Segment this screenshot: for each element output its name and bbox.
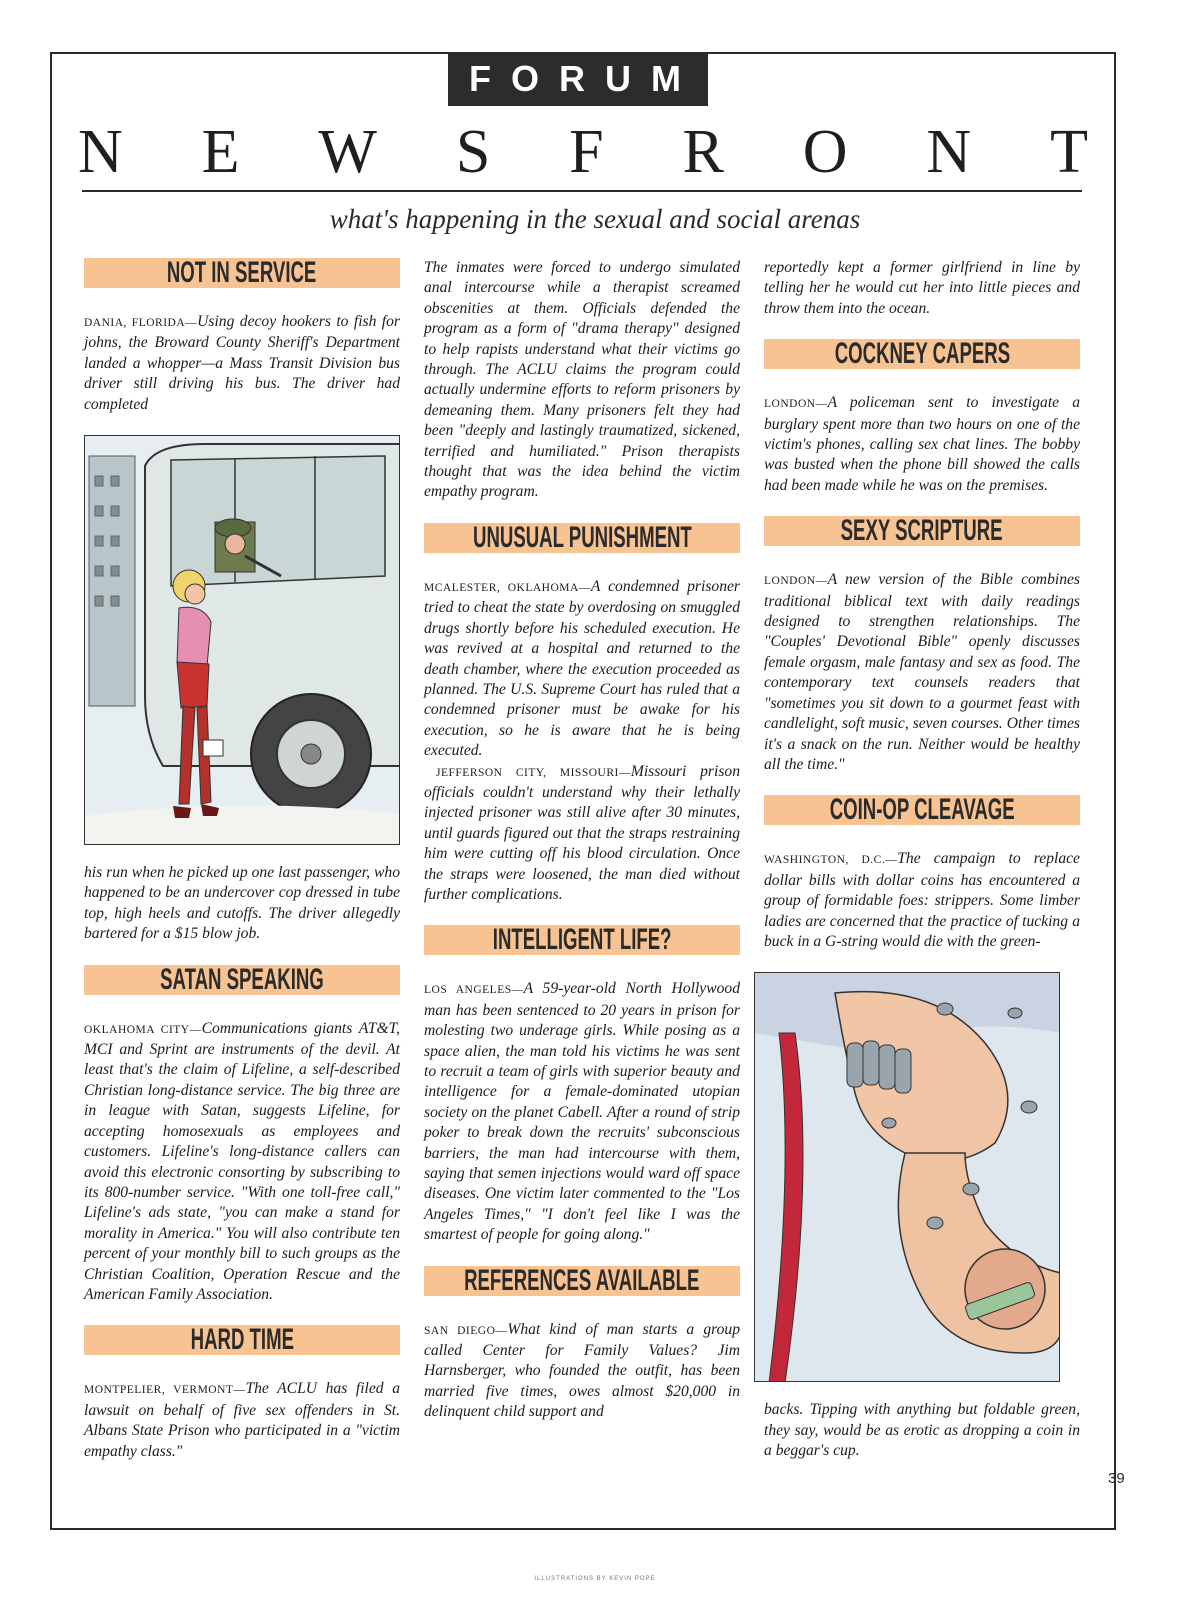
masthead-letter: N <box>78 117 123 186</box>
dateline: WASHINGTON, D.C.— <box>764 854 898 867</box>
dateline: SAN DIEGO— <box>424 1324 508 1337</box>
article-paragraph: OKLAHOMA CITY—Communications giants AT&T, MCI and Sprint are instruments of the devil. At least that's the claim of Lifeline, a self-described Christian long-distance service. The big three are in league with Satan, suggests Lifeline, for accepting homosexuals as employees and customers. Lifeline's long-distance callers can avoid this electronic consorting by subscribing to its 800-number service. "With one toll-free call," Lifeline's ads state, "you can make a stand for morality in America." You will also contribute ten percent of your monthly bill to such groups as the Christian Coalition, Operation Rescue and the American Family Association. <box>84 1019 400 1303</box>
masthead-rule <box>82 190 1082 192</box>
article-paragraph: WASHINGTON, D.C.—The campaign to replace dollar bills with dollar coins has encountered a group of formidable foes: strippers. Some limber ladies are concerned that the practice of tucking a buck in a G-string would die with the green- <box>764 850 1080 950</box>
article-paragraph: MONTPELIER, VERMONT—The ACLU has filed a lawsuit on behalf of five sex offenders in St. Albans State Prison who participated in a "victim empathy class." <box>84 1380 400 1460</box>
masthead-letter: S <box>455 117 491 186</box>
page-number: 39 <box>1108 1470 1125 1487</box>
article-paragraph: LOS ANGELES—A 59-year-old North Hollywood man has been sentenced to 20 years in prison for molesting two underage girls. While posing as a space alien, the man told his victims he was sent to recruit a team of girls with superior beauty and intelligence for a female-dominated utopian society on the planet Cabell. After a round of strip poker to break down the recruits' subconscious barriers, the man had intercourse with them, saying that semen injections would ward off space diseases. One victim later commented to the "Los Angeles Times," "I don't feel like I was the smartest of people for going along." <box>424 980 740 1244</box>
heading-band <box>84 1325 400 1355</box>
coin-illustration <box>754 972 1060 1382</box>
heading-band <box>84 258 400 288</box>
article-paragraph: DANIA, FLORIDA—Using decoy hookers to fish for johns, the Broward County Sheriff's Department landed a whopper—a Mass Transit Division bus driver still driving his bus. The driver had completed <box>84 313 400 413</box>
heading-cockney-capers: COCKNEY CAPERS <box>834 339 1010 370</box>
dateline: MONTPELIER, VERMONT— <box>84 1384 246 1397</box>
masthead-letter: F <box>569 117 604 186</box>
section-label: FORUM <box>448 52 708 106</box>
heading-band <box>764 516 1080 546</box>
article-paragraph: MCALESTER, OKLAHOMA—A condemned prisoner tried to cheat the state by overdosing on smuggled drugs shortly before his scheduled execution. He was revived at a hospital and returned to the death chamber, where the execution proceeded as planned. The U.S. Supreme Court has ruled that a condemned prisoner must be awake for his execution, so he is aware that he is being executed. <box>424 577 740 760</box>
bus-illustration <box>84 435 400 845</box>
heading-coin-op-cleavage: COIN-OP CLEAVAGE <box>829 795 1015 826</box>
masthead-letter: E <box>201 117 240 186</box>
heading-band <box>84 965 400 995</box>
article-paragraph: LONDON—A policeman sent to investigate a burglary spent more than two hours on one of the victim's phones, calling sex chat lines. The bobby was busted when the phone bill showed the calls had been made while he was on the premises. <box>764 394 1080 494</box>
dateline: OKLAHOMA CITY— <box>84 1023 202 1036</box>
dateline: JEFFERSON CITY, MISSOURI— <box>436 766 631 779</box>
bus-illustration-art <box>85 436 400 845</box>
dateline: LONDON— <box>764 398 828 411</box>
masthead-title <box>78 112 1088 192</box>
column-2 <box>424 258 740 1423</box>
article-paragraph: LONDON—A new version of the Bible combines traditional biblical text with daily readings designed to strengthen relationships. The "Couples' Devotional Bible" openly discusses female orgasm, male fantasy and sex as food. The contemporary text counsels readers that "sometimes you sit down to a gourmet feast with candlelight, soft music, seven courses. Other times it's a snack on the run. Neither would be healthy all the time." <box>764 571 1080 773</box>
article-paragraph: SAN DIEGO—What kind of man starts a group called Center for Family Values? Jim Harnsberger, who founded the outfit, has been married five times, owes almost $20,000 in delinquent child support and <box>424 1320 740 1421</box>
masthead-letter: N <box>926 117 972 186</box>
dateline: DANIA, FLORIDA— <box>84 317 198 329</box>
heading-hard-time: HARD TIME <box>190 1325 294 1356</box>
heading-references-available: REFERENCES AVAILABLE <box>464 1265 700 1296</box>
heading-band <box>424 523 740 553</box>
dateline: LONDON— <box>764 575 828 588</box>
article-paragraph: JEFFERSON CITY, MISSOURI—Missouri prison officials couldn't understand why their lethally injected prisoner was still alive after 30 minutes, until guards figured out that the straps restraining him were cutting off his blood circulation. Once the straps were loosened, the man died without further complications. <box>424 762 740 903</box>
heading-band <box>764 339 1080 369</box>
illustration-credit: ILLUSTRATIONS BY KEVIN POPE <box>534 1576 656 1582</box>
article-paragraph: The inmates were forced to undergo simulated anal intercourse while a therapist screamed obscenities at them. Officials defended the program as a form of "drama therapy" designed to help rapists understand what their victims go through. The ACLU claims the program could actually undermine efforts to reform prisoners by demeaning them. Many prisoners felt they had been "deeply and lastingly traumatized, sickened, terrified and humiliated." Prison therapists thought that was the idea behind the victim empathy program. <box>424 259 740 501</box>
masthead-letter: T <box>1050 117 1088 186</box>
dateline: MCALESTER, OKLAHOMA— <box>424 581 591 594</box>
column-1 <box>84 258 400 1462</box>
heading-band <box>764 795 1080 825</box>
tagline: what's happening in the sexual and social arenas <box>329 204 861 234</box>
coin-illustration-art <box>755 973 1060 1382</box>
masthead-letter: R <box>682 117 724 186</box>
heading-intelligent-life: INTELLIGENT LIFE? <box>492 925 672 956</box>
masthead-letter: W <box>318 117 377 186</box>
dateline: LOS ANGELES— <box>424 984 524 997</box>
article-paragraph: backs. Tipping with anything but foldable green, they say, would be as erotic as dropping a coin in a beggar's cup. <box>764 1401 1080 1460</box>
heading-band <box>424 1266 740 1296</box>
heading-not-in-service: NOT IN SERVICE <box>167 258 317 288</box>
column-3 <box>764 258 1080 1462</box>
heading-band <box>424 925 740 955</box>
heading-sexy-scripture: SEXY SCRIPTURE <box>841 516 1003 547</box>
heading-satan-speaking: SATAN SPEAKING <box>160 964 324 995</box>
heading-unusual-punishment: UNUSUAL PUNISHMENT <box>472 522 692 553</box>
masthead-letter: O <box>802 117 848 186</box>
article-paragraph: reportedly kept a former girlfriend in line by telling her he would cut her into little pieces and throw them into the ocean. <box>764 259 1080 317</box>
article-paragraph: his run when he picked up one last passenger, who happened to be an undercover cop dressed in tube top, high heels and cutoffs. The driver allegedly bartered for a $15 blow job. <box>84 864 400 943</box>
